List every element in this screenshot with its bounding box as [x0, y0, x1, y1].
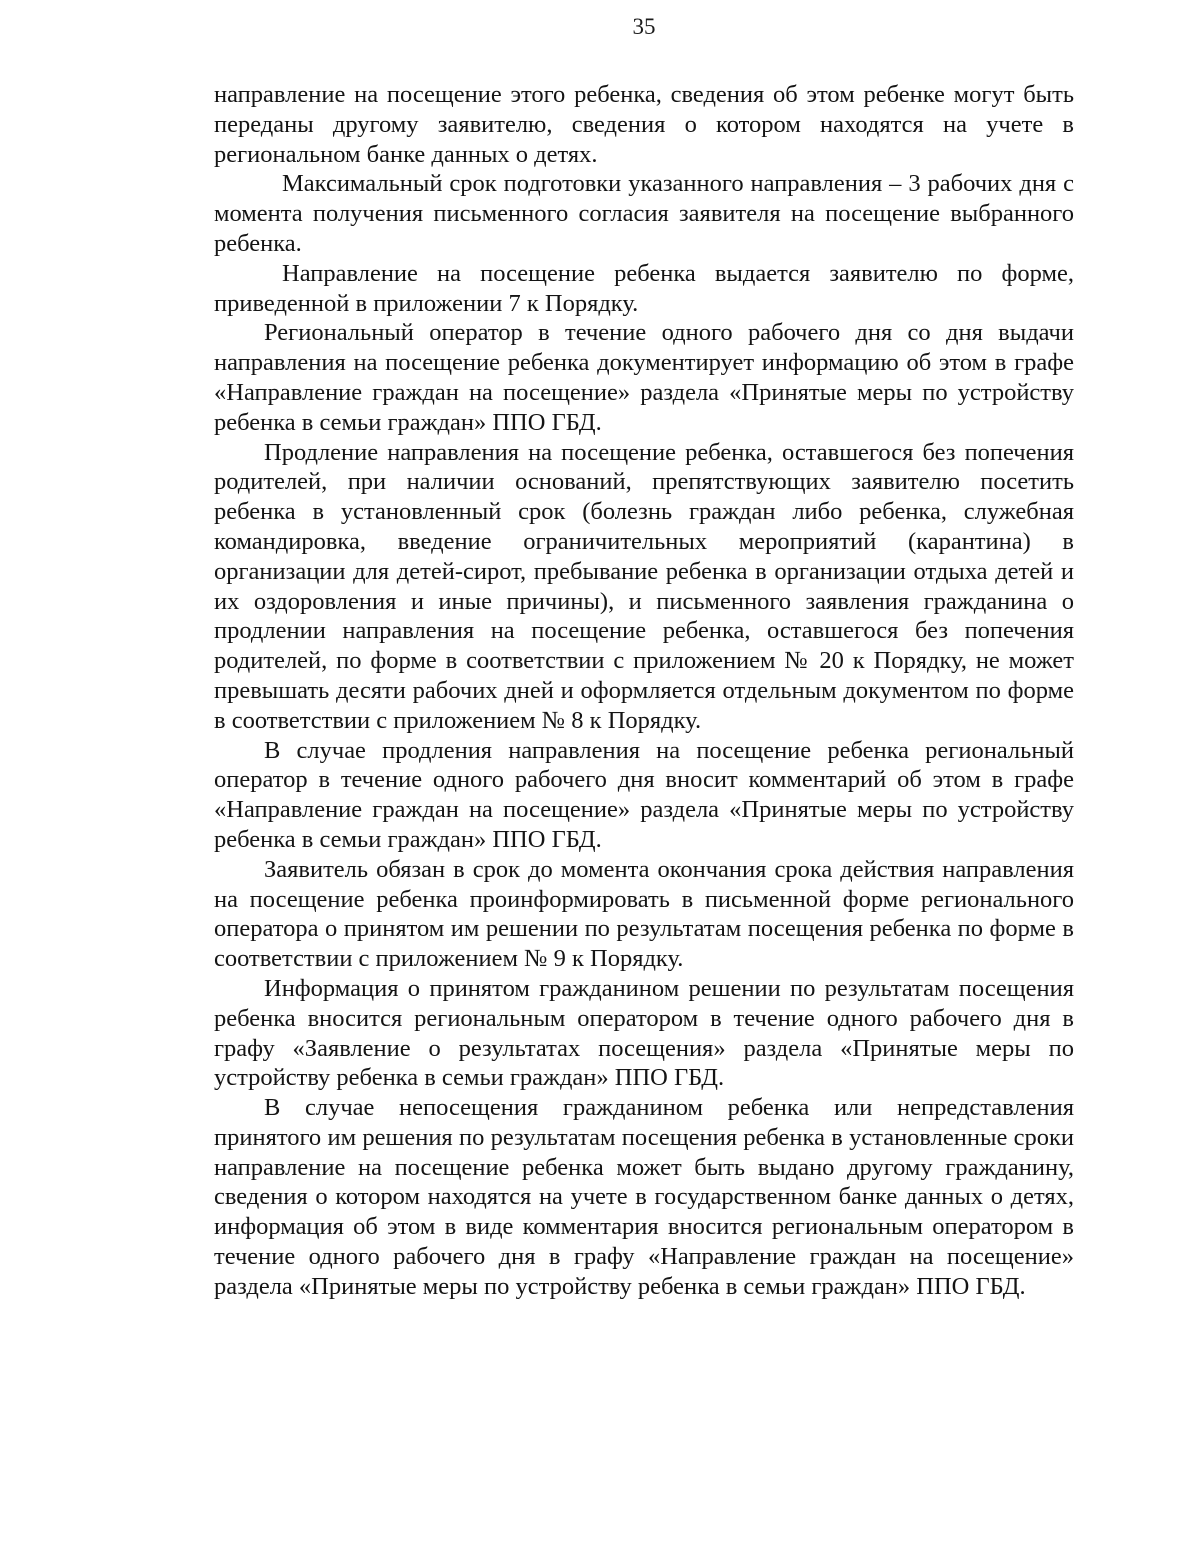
- paragraph-non-visit: В случае непосещения гражданином ребенка или непредставления принятого им решения по результатам посещения ребенка в установленные сроки направление на посещение ребенка может быть выдано другому гражданину, сведения о котором находятся на учете в государственном банке данных о детях, информация об этом в виде комментария вносится региональным оператором в течение одного рабочего дня в графу «Направление граждан на посещение» раздела «Принятые меры по устройству ребенка в семьи граждан» ППО ГБД.: [214, 1094, 1074, 1300]
- paragraph-continuation: направление на посещение этого ребенка, сведения об этом ребенке могут быть переданы другому заявителю, сведения о котором находятся на учете в региональном банке данных о детях.: [214, 81, 1074, 168]
- paragraph-referral-extension: Продление направления на посещение ребенка, оставшегося без попечения родителей, при наличии оснований, препятствующих заявителю посетить ребенка в установленный срок (болезнь граждан либо ребенка, служебная командировка, введение ограничительных мероприятий (карантина) в организации для детей-сирот, пребывание ребенка в организации отдыха детей и их оздоровления и иные причины), и письменного заявления гражданина о продлении направления на посещение ребенка, оставшегося без попечения родителей, по форме в соответствии с приложением № 20 к Порядку, не может превышать десяти рабочих дней и оформляется отдельным документом по форме в соответствии с приложением № 8 к Порядку.: [214, 438, 1074, 734]
- document-body: [214, 80, 1074, 1302]
- paragraph-applicant-obligation: Заявитель обязан в срок до момента окончания срока действия направления на посещение ребенка проинформировать в письменной форме регионального оператора о принятом им решении по результатам посещения ребенка по форме в соответствии с приложением № 9 к Порядку.: [214, 855, 1074, 973]
- page-number: 35: [632, 14, 656, 39]
- paragraph-preparation-deadline: Максимальный срок подготовки указанного направления – 3 рабочих дня с момента получения письменного согласия заявителя на посещение выбранного ребенка.: [214, 170, 1074, 257]
- paragraph-operator-documentation: Региональный оператор в течение одного рабочего дня со дня выдачи направления на посещение ребенка документирует информацию об этом в графе «Направление граждан на посещение» раздела «Принятые меры по устройству ребенка в семьи граждан» ППО ГБД.: [214, 319, 1074, 436]
- paragraph-decision-information: Информация о принятом гражданином решении по результатам посещения ребенка вносится региональным оператором в течение одного рабочего дня в графу «Заявление о результатах посещения» раздела «Принятые меры по устройству ребенка в семьи граждан» ППО ГБД.: [214, 974, 1074, 1092]
- paragraph-extension-comment: В случае продления направления на посещение ребенка региональный оператор в течение одного рабочего дня вносит комментарий об этом в графе «Направление граждан на посещение» раздела «Принятые меры по устройству ребенка в семьи граждан» ППО ГБД.: [214, 736, 1074, 853]
- paragraph-referral-form: Направление на посещение ребенка выдается заявителю по форме, приведенной в приложении 7 к Порядку.: [214, 259, 1074, 317]
